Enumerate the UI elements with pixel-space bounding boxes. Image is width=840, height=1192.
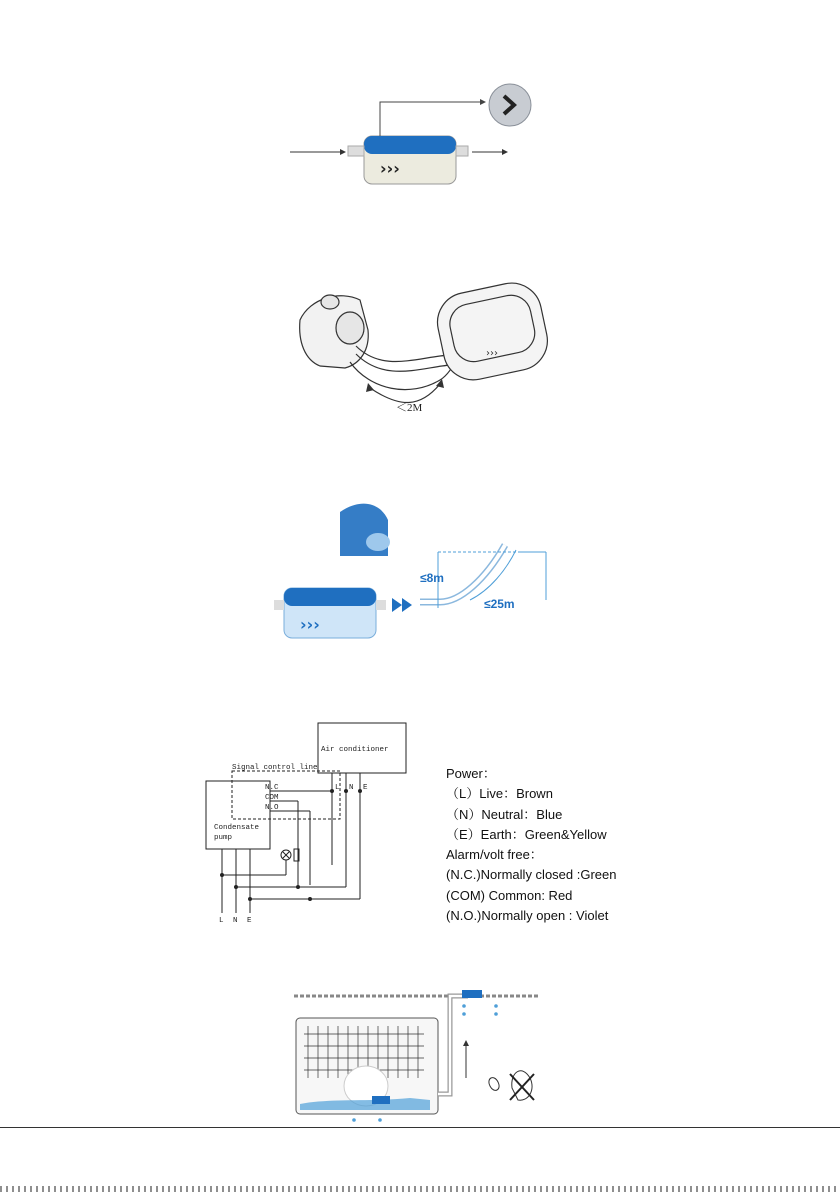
e-terminal: E — [363, 784, 368, 792]
l-terminal: L — [335, 784, 340, 792]
com-label: COM — [265, 794, 279, 802]
wiring-legend — [446, 764, 646, 926]
ceiling-installation-diagram — [290, 982, 550, 1122]
svg-text:›››: ››› — [380, 159, 400, 178]
installation-sketch — [290, 280, 560, 415]
wiring-diagram — [198, 715, 438, 925]
legend-live: （L）Live：Brown — [446, 786, 553, 802]
footer-rule — [0, 1127, 840, 1128]
legend-earth: （E）Earth：Green&Yellow — [446, 826, 607, 842]
distance-label: ＜2M — [396, 402, 423, 414]
svg-text:›››: ››› — [300, 615, 320, 634]
bottom-n: N — [233, 917, 238, 925]
n-terminal: N — [349, 784, 354, 792]
length-limit-label: ≤25m — [484, 597, 515, 611]
pump-flow-diagram — [280, 80, 540, 190]
nc-label: N.C — [265, 784, 279, 792]
air-conditioner-label: Air conditioner — [321, 746, 389, 754]
no-label: N.O — [265, 804, 279, 812]
pump-label-line1: Condensate — [214, 824, 260, 832]
legend-neutral: （N）Neutral：Blue — [446, 806, 563, 822]
alarm-heading: Alarm/volt free： — [446, 847, 543, 863]
power-heading: Power： — [446, 766, 496, 781]
bottom-l: L — [219, 917, 224, 925]
bottom-edge-strip — [0, 1186, 840, 1192]
bottom-e: E — [247, 917, 252, 925]
pump-head-diagram — [270, 490, 570, 650]
legend-no: (N.O.)Normally open : Violet — [446, 908, 609, 924]
height-limit-label: ≤8m — [420, 571, 444, 585]
legend-com: (COM) Common: Red — [446, 887, 573, 903]
signal-line-label: Signal control line — [232, 764, 318, 772]
pump-label-line2: pump — [214, 834, 233, 842]
svg-text:›››: ››› — [486, 348, 498, 359]
legend-nc: (N.C.)Normally closed :Green — [446, 867, 617, 883]
